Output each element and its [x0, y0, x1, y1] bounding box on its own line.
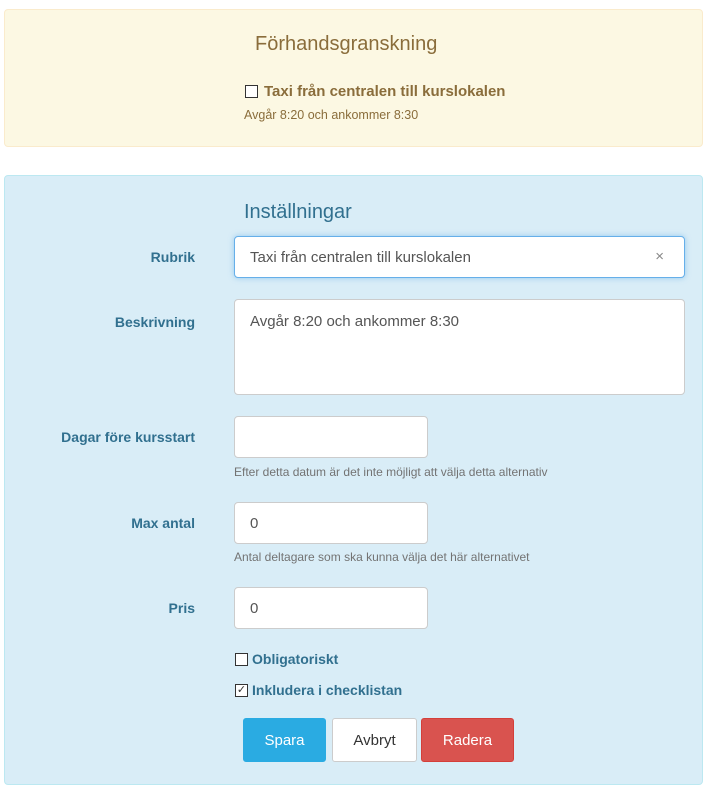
pris-value: 0: [250, 599, 259, 617]
max-antal-input[interactable]: [234, 502, 428, 544]
settings-panel: [4, 175, 703, 785]
max-antal-value: 0: [250, 514, 259, 532]
max-antal-help: Antal deltagare som ska kunna välja det här alternativet: [234, 550, 530, 564]
dagar-label: Dagar före kursstart: [61, 429, 195, 445]
preview-checkbox[interactable]: [245, 85, 258, 98]
clear-icon[interactable]: ×: [655, 248, 664, 265]
settings-title: Inställningar: [244, 201, 352, 223]
obligatoriskt-option[interactable]: [235, 651, 338, 667]
dagar-input[interactable]: [234, 416, 428, 458]
beskrivning-textarea[interactable]: [234, 299, 685, 395]
checklistan-checkbox[interactable]: ✓: [236, 683, 247, 696]
preview-panel: [4, 9, 703, 147]
rubrik-value: Taxi från centralen till kurslokalen: [250, 248, 471, 266]
rubrik-label: Rubrik: [150, 249, 195, 265]
beskrivning-value: Avgår 8:20 och ankommer 8:30: [250, 313, 460, 330]
max-antal-label: Max antal: [131, 515, 195, 531]
beskrivning-label: Beskrivning: [114, 314, 195, 330]
checklistan-option[interactable]: [235, 682, 402, 698]
pris-input[interactable]: [234, 587, 428, 629]
preview-option[interactable]: [245, 83, 505, 100]
preview-option-description: Avgår 8:20 och ankommer 8:30: [244, 108, 419, 122]
obligatoriskt-checkbox[interactable]: [235, 653, 248, 666]
rubrik-input[interactable]: [234, 236, 685, 278]
preview-title: Förhandsgranskning: [255, 33, 438, 55]
checklistan-label: Inkludera i checklistan: [252, 682, 403, 698]
pris-label: Pris: [168, 600, 195, 616]
obligatoriskt-label: Obligatoriskt: [252, 651, 339, 667]
cancel-button[interactable]: Avbryt: [332, 718, 417, 762]
delete-button[interactable]: Radera: [421, 718, 514, 762]
dagar-help: Efter detta datum är det inte möjligt att välja detta alternativ: [234, 465, 548, 479]
preview-option-label: Taxi från centralen till kurslokalen: [264, 83, 506, 100]
save-button[interactable]: Spara: [243, 718, 326, 762]
